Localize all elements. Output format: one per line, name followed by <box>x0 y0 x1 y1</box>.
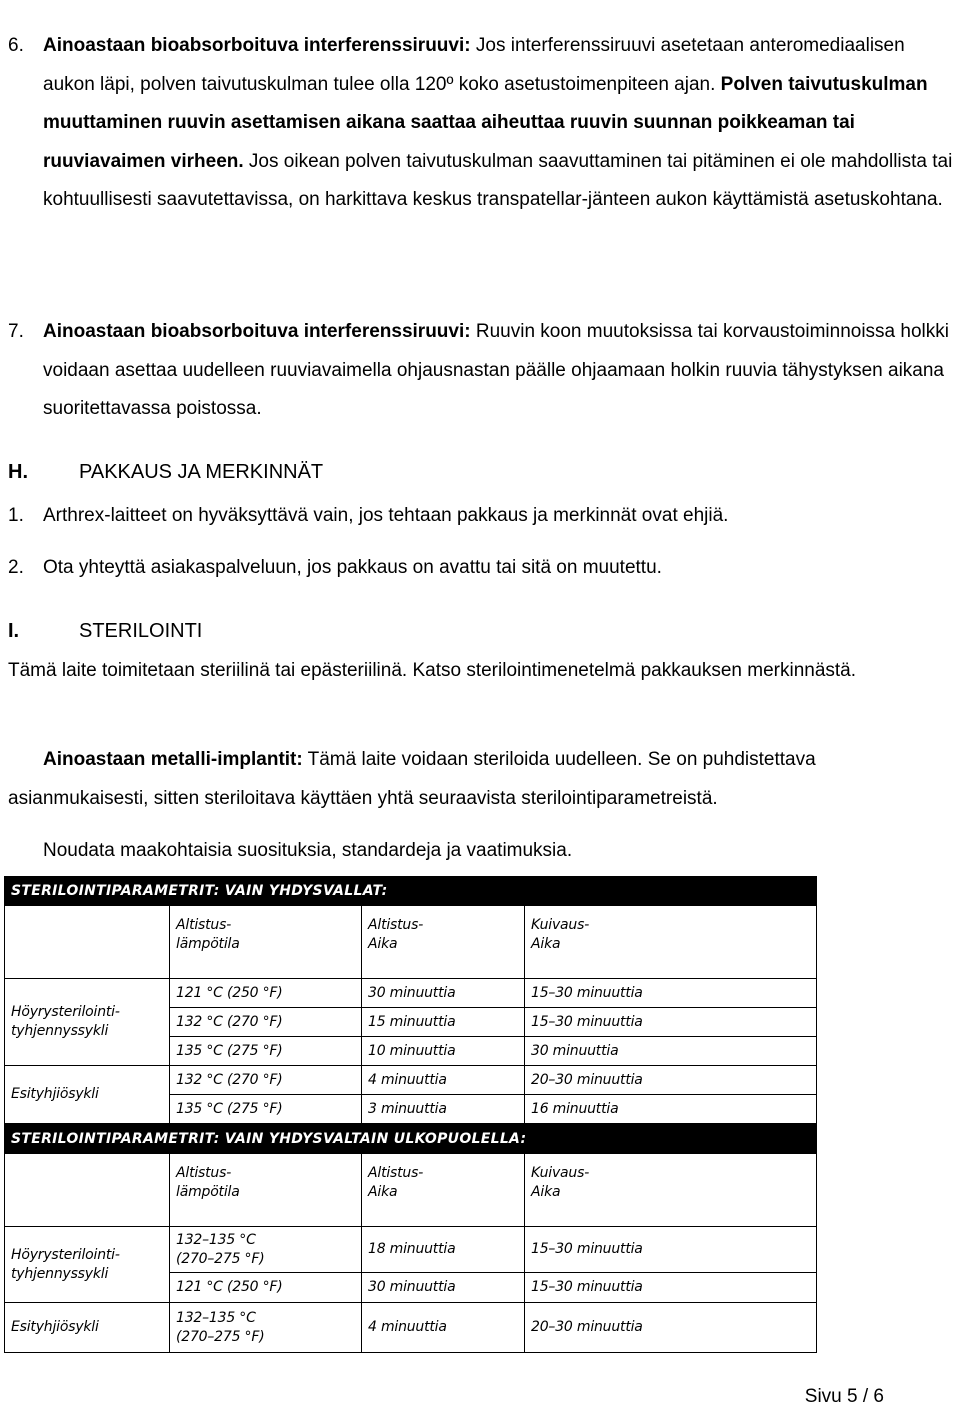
sterilization-table-outside-usa <box>4 1124 817 1353</box>
table-header-drying-time: Kuivaus- Aika <box>525 1154 817 1227</box>
table-header-exposure-time: Altistus- Aika <box>362 906 525 979</box>
item-text: Arthrex-laitteet on hyväksyttävä vain, jos tehtaan pakkaus ja merkinnät ovat ehjiä. <box>43 505 729 526</box>
paragraph-local-guidelines: Noudata maakohtaisia suosituksia, standardeja ja vaatimuksia. <box>43 840 573 861</box>
table-title: STERILOINTIPARAMETRIT: VAIN YHDYSVALLAT: <box>5 877 817 906</box>
table-cell: 20–30 minuuttia <box>525 1303 817 1353</box>
table-cell: 30 minuuttia <box>525 1037 817 1066</box>
table-cell: 121 °C (250 °F) <box>170 979 362 1008</box>
item-text: Ruuvin koon muutoksissa tai korvaustoiminnoissa holkki voidaan asettaa uudelleen ruuviavaimella ohjausnastan päälle ohjaamaan holkin ruuvia tähystyksen aikana suoritettavassa poistossa. <box>43 321 949 419</box>
cycle-label-gravity: Höyrysterilointi- tyhjennyssykli <box>5 979 170 1066</box>
table-title: STERILOINTIPARAMETRIT: VAIN YHDYSVALTAIN ULKOPUOLELLA: <box>5 1125 817 1154</box>
paragraph-text: Tämä laite voidaan steriloida uudelleen. Se on puhdistettava asianmukaisesti, sitten steriloitava käyttäen yhtä seuraavista sterilointiparametreistä. <box>8 749 816 809</box>
table-cell: 4 minuuttia <box>362 1303 525 1353</box>
table-cell: 15–30 minuuttia <box>525 1273 817 1303</box>
table-header-exposure-time: Altistus- Aika <box>362 1154 525 1227</box>
table-row <box>5 1227 817 1273</box>
table-cell: 132 °C (270 °F) <box>170 1008 362 1037</box>
table-cell: 4 minuuttia <box>362 1066 525 1095</box>
item-bold-lead: Ainoastaan bioabsorboituva interferenssiruuvi: <box>43 35 471 56</box>
table-row <box>5 1066 817 1095</box>
item-text: Jos interferenssiruuvi asetetaan anteromediaalisen aukon läpi, polven taivutuskulman tulee olla 120º koko asetustoimenpiteen ajan. <box>43 35 905 95</box>
list-item-h1 <box>8 497 958 536</box>
cycle-label-gravity: Höyrysterilointi- tyhjennyssykli <box>5 1227 170 1303</box>
table-cell: 30 minuuttia <box>362 979 525 1008</box>
table-header-drying-time: Kuivaus- Aika <box>525 906 817 979</box>
table-cell: 20–30 minuuttia <box>525 1066 817 1095</box>
section-letter: I. <box>8 620 20 642</box>
section-letter: H. <box>8 461 28 483</box>
table-cell: 132–135 °C (270–275 °F) <box>170 1303 362 1353</box>
table-row <box>5 1303 817 1353</box>
item-number: 6. <box>8 35 24 56</box>
table-header-exposure-temp: Altistus- lämpötila <box>170 1154 362 1227</box>
table-cell: 132 °C (270 °F) <box>170 1066 362 1095</box>
table-cell: 16 minuuttia <box>525 1095 817 1124</box>
section-title: STERILOINTI <box>79 620 203 642</box>
section-heading-h <box>8 457 323 487</box>
table-cell: 15 minuuttia <box>362 1008 525 1037</box>
table-row <box>5 979 817 1008</box>
page-number: Sivu 5 / 6 <box>804 1386 884 1407</box>
table-cell: 18 minuuttia <box>362 1227 525 1273</box>
table-cell: 3 minuuttia <box>362 1095 525 1124</box>
table-header-exposure-temp: Altistus- lämpötila <box>170 906 362 979</box>
paragraph-sterile-supply: Tämä laite toimitetaan steriilinä tai epästeriilinä. Katso sterilointimenetelmä pakkauksen merkinnästä. <box>8 660 857 681</box>
table-cell: 30 minuuttia <box>362 1273 525 1303</box>
section-heading-i <box>8 616 202 646</box>
item-bold-lead: Ainoastaan bioabsorboituva interferenssiruuvi: <box>43 321 471 342</box>
item-bold-warning: Polven taivutuskulman muuttaminen ruuvin asettamisen aikana saattaa aiheuttaa ruuvin suunnan poikkeaman tai ruuviavaimen virheen. <box>43 73 928 172</box>
paragraph-bold-lead: Ainoastaan metalli-implantit: <box>43 749 303 770</box>
list-item-h2 <box>8 549 958 588</box>
section-title: PAKKAUS JA MERKINNÄT <box>79 461 324 483</box>
table-cell: 135 °C (275 °F) <box>170 1095 362 1124</box>
table-cell: 121 °C (250 °F) <box>170 1273 362 1303</box>
table-cell: 10 minuuttia <box>362 1037 525 1066</box>
sterilization-table-usa <box>4 876 817 1124</box>
cycle-label-prevac: Esityhjiösykli <box>5 1303 170 1353</box>
item-text: Ota yhteyttä asiakaspalveluun, jos pakkaus on avattu tai sitä on muutettu. <box>43 557 662 578</box>
item-number: 2. <box>8 557 24 578</box>
table-header-empty <box>5 1154 170 1227</box>
table-cell: 15–30 minuuttia <box>525 1008 817 1037</box>
list-item-7 <box>8 313 958 429</box>
cycle-label-prevac: Esityhjiösykli <box>5 1066 170 1124</box>
item-number: 1. <box>8 505 24 526</box>
table-cell: 135 °C (275 °F) <box>170 1037 362 1066</box>
item-text: Jos oikean polven taivutuskulman saavuttaminen tai pitäminen ei ole mahdollista tai kohtuullisesti saavutettavissa, on harkittava keskus transpatellar-jänteen aukon käyttämistä asetuskohtana. <box>43 150 953 210</box>
list-item-6 <box>8 27 958 220</box>
table-header-empty <box>5 906 170 979</box>
table-cell: 15–30 minuuttia <box>525 1227 817 1273</box>
paragraph-metal-implants <box>8 740 956 818</box>
table-cell: 15–30 minuuttia <box>525 979 817 1008</box>
item-number: 7. <box>8 321 24 342</box>
table-cell: 132–135 °C (270–275 °F) <box>170 1227 362 1273</box>
